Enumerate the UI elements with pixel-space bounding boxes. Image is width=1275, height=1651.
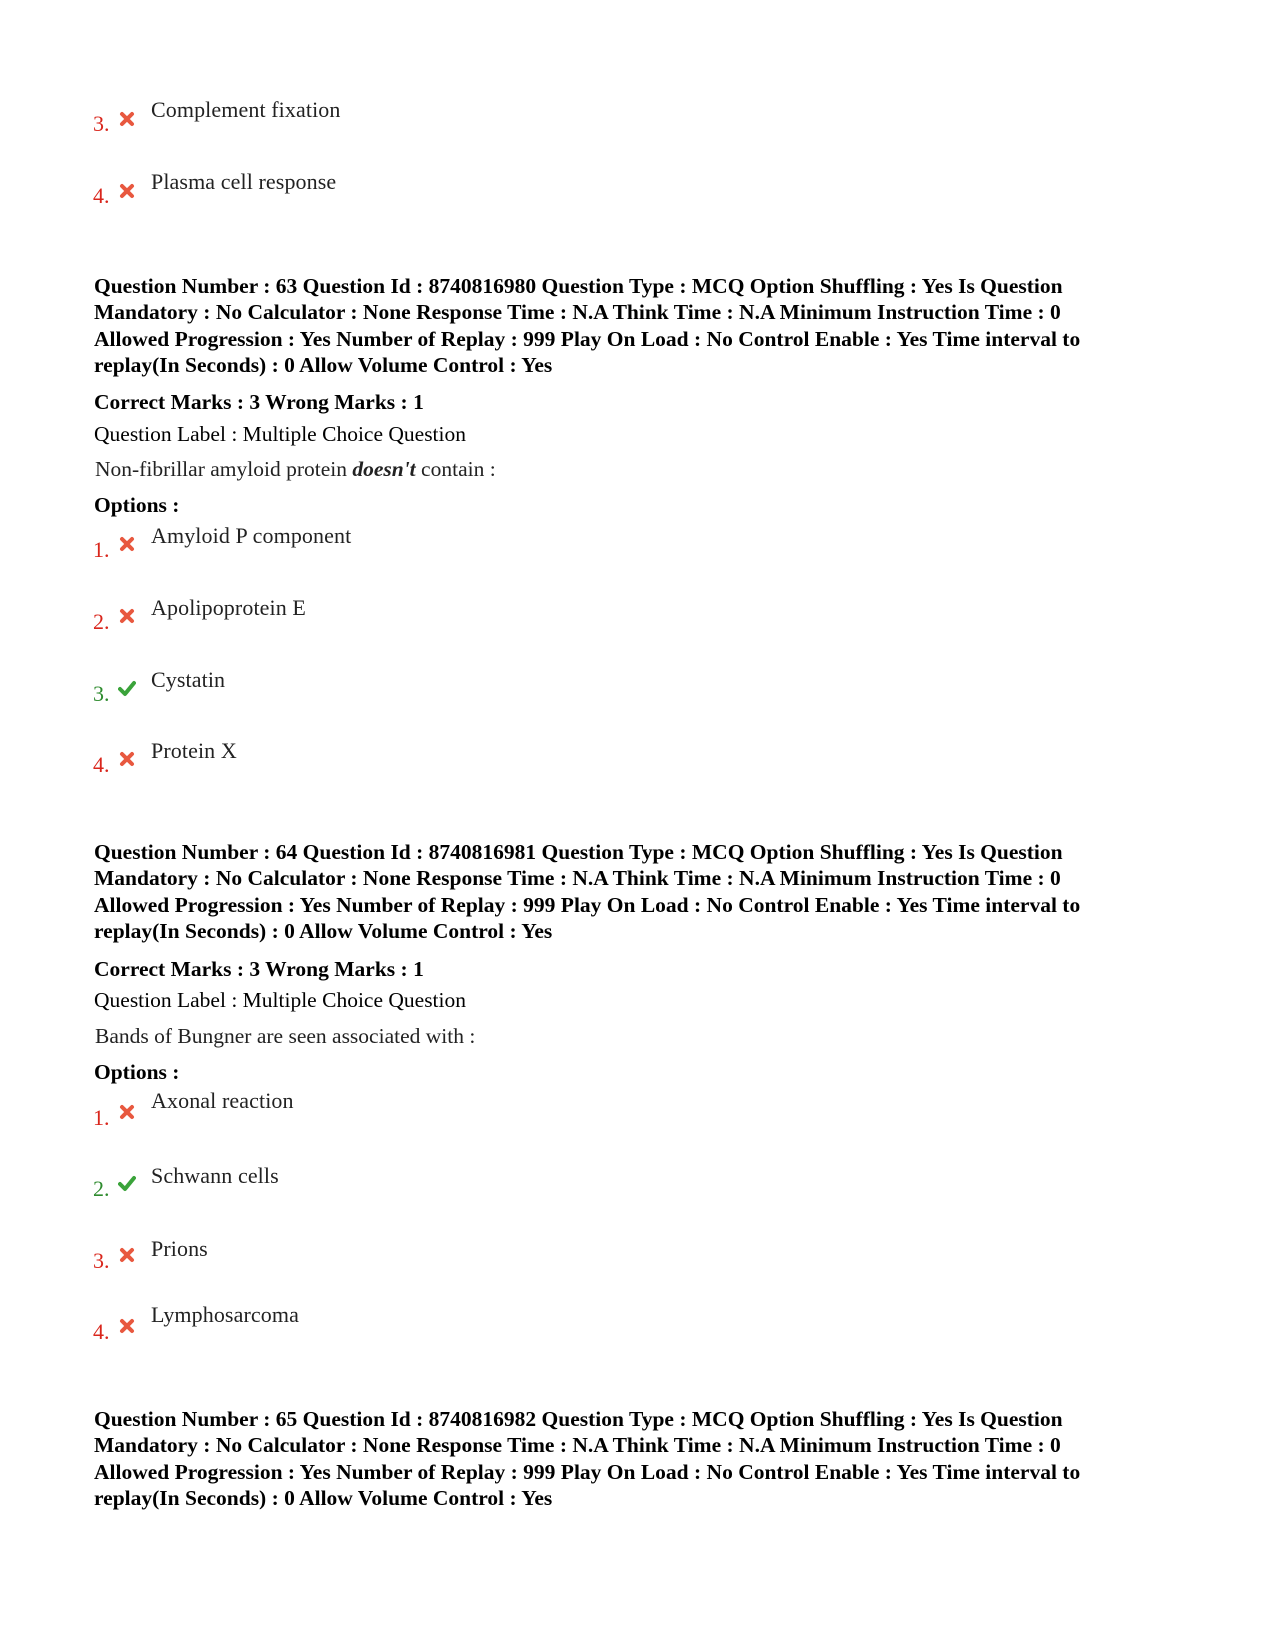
checkmark-icon xyxy=(118,679,136,697)
option-text: Complement fixation xyxy=(151,97,341,122)
option-number: 4. xyxy=(93,752,110,777)
option-text: Cystatin xyxy=(151,667,226,692)
question-label: Question Label : Multiple Choice Question xyxy=(94,422,467,446)
checkmark-icon xyxy=(118,1174,136,1192)
option-text: Schwann cells xyxy=(151,1163,279,1188)
question-text: Non-fibrillar amyloid protein doesn't contain : xyxy=(95,457,496,481)
question-metadata: Question Number : 64 Question Id : 8740816981 Question Type : MCQ Option Shuffling : Yes Is Question Mandatory : No Calculator : None Response Time : N.A Think Time : N.A Minimum Instruction Time : 0 Allowed Progression : Yes Number of Replay : 999 Play On Load : No Control Enable : Yes Time interval to replay(In Seconds) : 0 Allow Volume Control : Yes xyxy=(94,840,1081,943)
option-text: Prions xyxy=(151,1236,208,1261)
question-label: Question Label : Multiple Choice Question xyxy=(94,988,467,1012)
option-number: 3. xyxy=(93,111,110,136)
option-text: Amyloid P component xyxy=(151,523,352,548)
option-number: 1. xyxy=(93,1105,110,1130)
cross-icon xyxy=(118,607,136,625)
question-metadata: Question Number : 63 Question Id : 8740816980 Question Type : MCQ Option Shuffling : Yes Is Question Mandatory : No Calculator : None Response Time : N.A Think Time : N.A Minimum Instruction Time : 0 Allowed Progression : Yes Number of Replay : 999 Play On Load : No Control Enable : Yes Time interval to replay(In Seconds) : 0 Allow Volume Control : Yes xyxy=(94,274,1081,377)
cross-icon xyxy=(118,1246,136,1264)
question-marks: Correct Marks : 3 Wrong Marks : 1 xyxy=(94,957,424,981)
options-heading: Options : xyxy=(94,493,180,517)
question-emphasis: doesn't xyxy=(352,457,416,481)
question-metadata: Question Number : 65 Question Id : 8740816982 Question Type : MCQ Option Shuffling : Yes Is Question Mandatory : No Calculator : None Response Time : N.A Think Time : N.A Minimum Instruction Time : 0 Allowed Progression : Yes Number of Replay : 999 Play On Load : No Control Enable : Yes Time interval to replay(In Seconds) : 0 Allow Volume Control : Yes xyxy=(94,1407,1081,1510)
option-number: 3. xyxy=(93,681,110,706)
option-text: Plasma cell response xyxy=(151,169,337,194)
option-number: 2. xyxy=(93,1176,110,1201)
cross-icon xyxy=(118,750,136,768)
options-heading: Options : xyxy=(94,1060,180,1084)
cross-icon xyxy=(118,182,136,200)
option-number: 4. xyxy=(93,1319,110,1344)
option-text: Axonal reaction xyxy=(151,1088,294,1113)
cross-icon xyxy=(118,1103,136,1121)
option-number: 1. xyxy=(93,537,110,562)
cross-icon xyxy=(118,1317,136,1335)
cross-icon xyxy=(118,110,136,128)
cross-icon xyxy=(118,535,136,553)
question-marks: Correct Marks : 3 Wrong Marks : 1 xyxy=(94,390,424,414)
option-text: Apolipoprotein E xyxy=(151,595,306,620)
option-number: 3. xyxy=(93,1248,110,1273)
option-number: 2. xyxy=(93,609,110,634)
option-text: Protein X xyxy=(151,738,237,763)
option-number: 4. xyxy=(93,183,110,208)
option-text: Lymphosarcoma xyxy=(151,1302,299,1327)
question-text: Bands of Bungner are seen associated with : xyxy=(95,1024,476,1048)
